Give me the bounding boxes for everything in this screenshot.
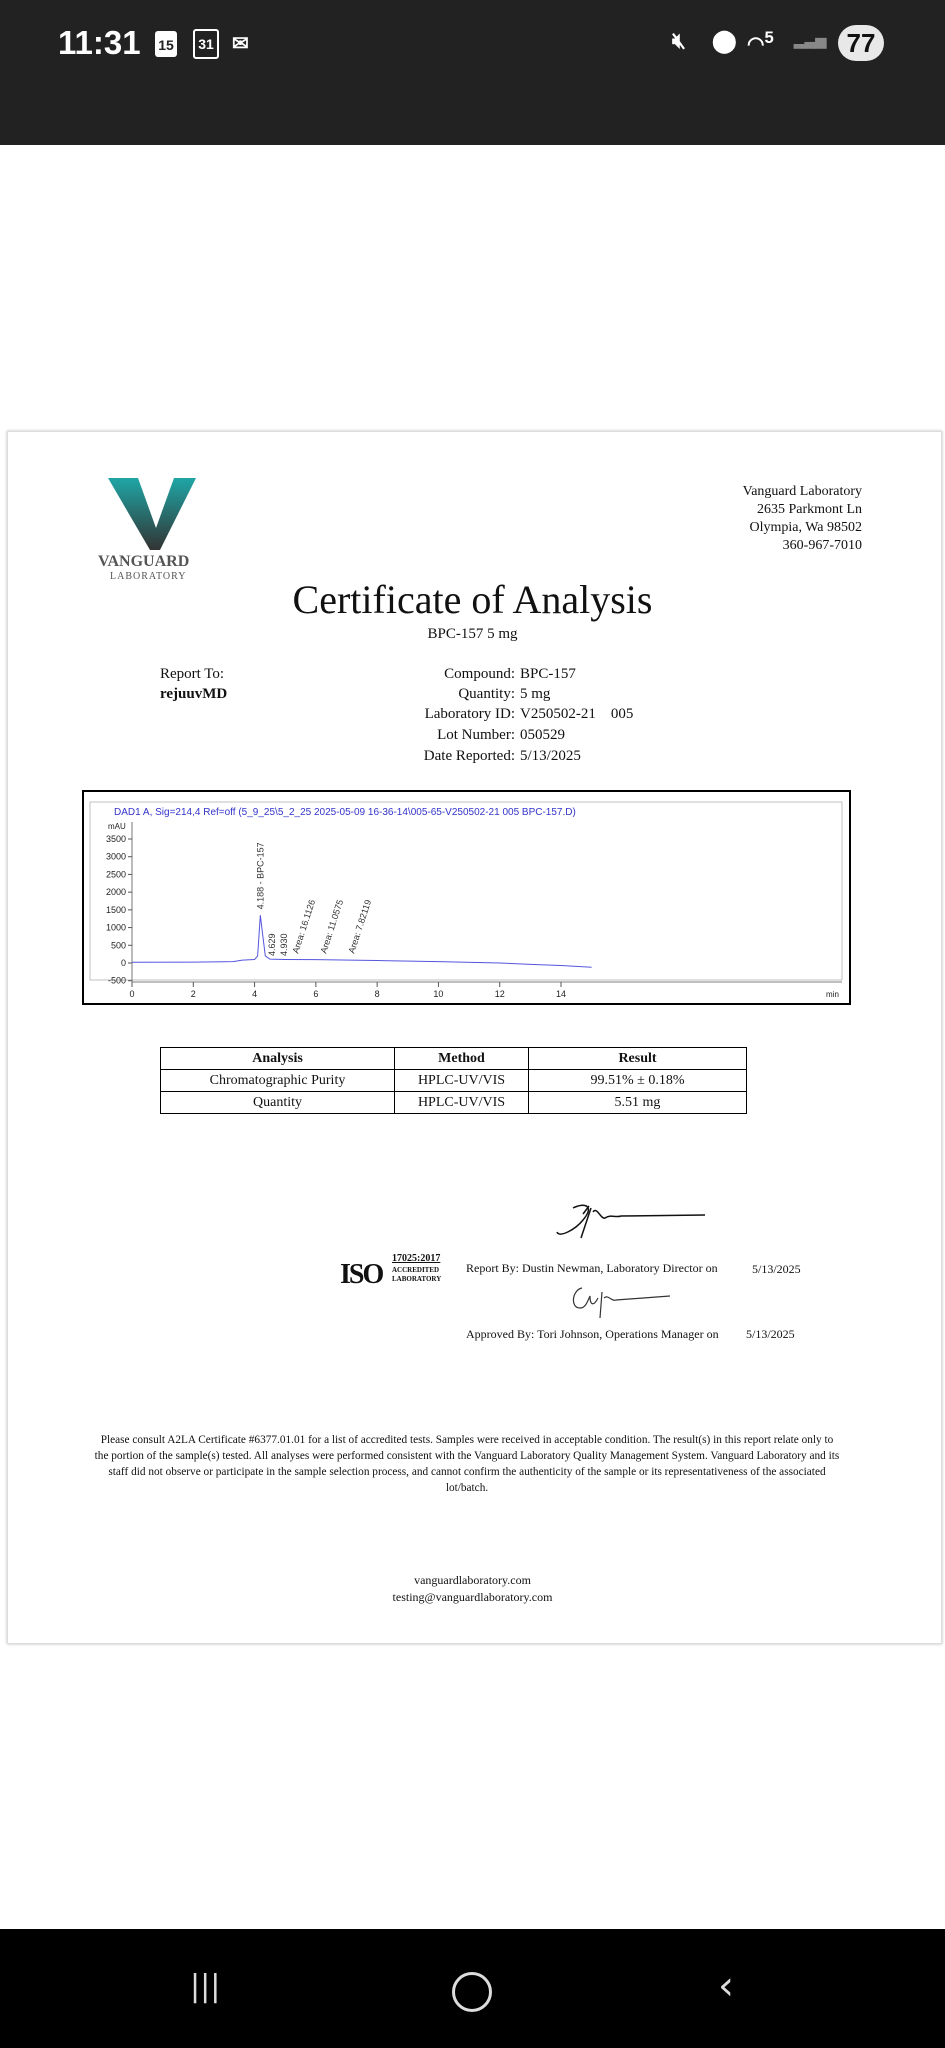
disclaimer: Please consult A2LA Certificate #6377.01.01 for a list of accredited tests. Samples were received in acceptable condition. The result(s) in this report relate only to the portion of the sample(s) tested. All analyses were performed consistent with the Vanguard Laboratory Quality Management System. Vanguard Laboratory and its staff did not observe or participate in the sample selection process, and cannot confirm the authenticity of the sample or its representativeness of the associated lot/batch. [94, 1434, 840, 1494]
y-tick-label: 3500 [105, 834, 126, 844]
chromatogram-svg [84, 792, 849, 1003]
y-tick-label: 500 [110, 940, 126, 951]
lab-phone: 360-967-7010 [782, 538, 862, 553]
y-tick-label: 1000 [105, 922, 126, 933]
signal-icon: ▂▃▅ [794, 32, 827, 48]
page-title: Certificate of Analysis [292, 577, 653, 622]
calendar-icon: 15 [155, 31, 177, 57]
peak-label: Area: 7.82119 [346, 898, 374, 955]
cell-result: 5.51 mg [529, 1092, 747, 1114]
iso-mark: ISO [340, 1259, 383, 1290]
client-name: rejuuvMD [160, 686, 228, 702]
y-tick-label: 3000 [105, 851, 126, 862]
navigation-bar [0, 1929, 945, 2048]
vanguard-logo [96, 476, 216, 582]
chromatogram [82, 790, 851, 1005]
header-method: Method [395, 1048, 529, 1070]
table-row [161, 1070, 747, 1092]
home-button[interactable] [452, 1972, 492, 2012]
x-tick-label: 12 [494, 989, 505, 999]
clock: 11:31 [58, 24, 141, 61]
cell-analysis: Chromatographic Purity [161, 1070, 395, 1092]
peak-label: Area: 11.0575 [318, 898, 346, 955]
lab-city: Olympia, Wa 98502 [749, 520, 862, 535]
iso-line2: LABORATORY [392, 1275, 442, 1283]
results-table [160, 1047, 747, 1114]
field-value: 5 mg [520, 686, 551, 702]
footer-email[interactable]: testing@vanguardlaboratory.com [392, 1590, 553, 1604]
header-result: Result [529, 1048, 747, 1070]
field-value: V250502-21 005 [520, 706, 634, 722]
y-tick-label: 1500 [105, 904, 126, 915]
status-bar [0, 0, 945, 145]
x-tick-label: 6 [313, 989, 319, 999]
mute-icon: 🔇︎ [672, 28, 686, 53]
report-to-label: Report To: [160, 666, 225, 682]
y-tick-label: 2500 [105, 869, 126, 880]
peak-label: Area: 16.1126 [290, 898, 318, 955]
peak-label: 4.188 - BPC-157 [255, 842, 266, 910]
wifi-icon: ◠$^5$ [747, 28, 774, 56]
table-header-row [161, 1048, 747, 1070]
field-label: Date Reported: [423, 748, 515, 764]
y-tick-label: -500 [107, 975, 126, 986]
page-subtitle: BPC-157 5 mg [427, 626, 518, 642]
field-label: Laboratory ID: [424, 706, 515, 722]
table-row [161, 1092, 747, 1114]
lab-address [743, 483, 862, 555]
director-signature [555, 1198, 715, 1246]
header-analysis: Analysis [161, 1048, 395, 1070]
peak-label: 4.629 [267, 933, 277, 956]
manager-signature [570, 1284, 680, 1320]
recent-apps-button[interactable]: ||| [190, 1969, 221, 2004]
x-axis-label: min [826, 990, 839, 999]
x-tick-label: 8 [374, 989, 380, 999]
footer-website[interactable]: vanguardlaboratory.com [414, 1573, 531, 1587]
approved-by-text: Approved By: Tori Johnson, Operations Manager on [466, 1327, 719, 1341]
field-value: BPC-157 [520, 666, 576, 682]
x-tick-label: 0 [129, 989, 135, 999]
location-icon: ⬤ [712, 28, 737, 53]
x-tick-label: 10 [433, 989, 444, 999]
lab-street: 2635 Parkmont Ln [757, 502, 862, 517]
report-by-date: 5/13/2025 [752, 1262, 801, 1276]
logo-sub: LABORATORY [110, 571, 187, 582]
wifi-label: 5 [764, 28, 774, 47]
cell-method: HPLC-UV/VIS [395, 1070, 529, 1092]
x-tick-label: 4 [252, 989, 258, 999]
cell-analysis: Quantity [161, 1092, 395, 1114]
iso-standard: 17025:2017 [392, 1253, 441, 1264]
cell-method: HPLC-UV/VIS [395, 1092, 529, 1114]
x-tick-label: 14 [555, 989, 567, 999]
field-label: Lot Number: [437, 727, 515, 743]
report-by-text: Report By: Dustin Newman, Laboratory Director on [466, 1261, 718, 1275]
chart-title: DAD1 A, Sig=214,4 Ref=off (5_9_25\5_2_25 2025-05-09 16-36-14\005-65-V250502-21 005 BPC-157.D) [114, 807, 576, 818]
approved-by-date: 5/13/2025 [746, 1327, 795, 1341]
back-button[interactable]: ‹ [718, 1963, 734, 2009]
cell-result: 99.51% ± 0.18% [529, 1070, 747, 1092]
lab-name: Vanguard Laboratory [742, 484, 862, 499]
logo-word: VANGUARD [98, 553, 190, 570]
field-label: Quantity: [458, 686, 515, 702]
iso-line1: ACCREDITED [392, 1266, 440, 1274]
y-tick-label: 0 [120, 958, 126, 968]
x-tick-label: 2 [190, 989, 196, 999]
y-axis-label: mAU [108, 822, 126, 831]
plot-frame [90, 802, 842, 980]
field-value: 5/13/2025 [520, 748, 581, 764]
field-value: 050529 [520, 727, 565, 743]
peak-label: 4.930 [279, 933, 289, 956]
y-tick-label: 2000 [105, 887, 126, 898]
field-label: Compound: [444, 666, 515, 682]
battery-indicator: 77 [838, 25, 884, 61]
iso-accreditation-badge [340, 1253, 455, 1293]
outlook-icon: ✉ [232, 33, 249, 55]
google-calendar-icon: 31 [193, 29, 219, 59]
